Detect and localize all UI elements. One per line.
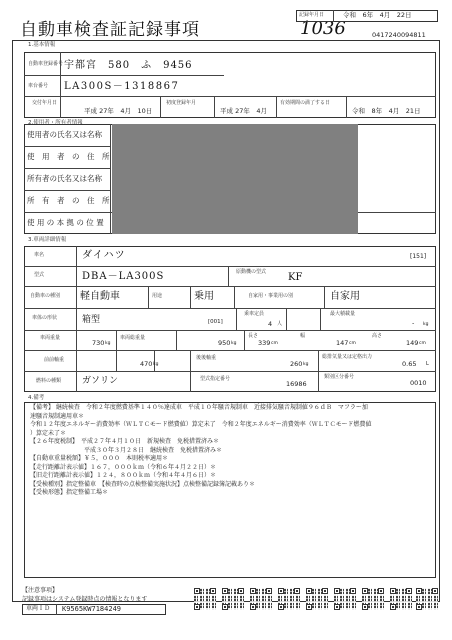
- fuel-value: ガソリン: [82, 376, 119, 386]
- weight-label: 車両重量: [40, 335, 61, 341]
- remark-line: ）算定未了＊: [30, 429, 67, 437]
- business-private-value: 自家用: [330, 291, 360, 302]
- vehicle-id-value: K9565KW7184249: [62, 605, 122, 613]
- section3-heading: 3.車両詳細情報: [28, 237, 67, 243]
- remark-line: 【走行距離計表示値】１６７，０００ｋｍ（令和６年４月２２日）＊: [30, 463, 217, 471]
- displacement-unit: L: [426, 361, 429, 367]
- category-value: 0010: [410, 379, 427, 387]
- remark-line: 【自動車重量税額】￥５，０００ 本則税率適用＊: [30, 455, 169, 462]
- expiry-label: 有効期間の満了する日: [280, 100, 331, 106]
- body-shape-code: [001]: [208, 319, 223, 325]
- type-designation-label: 型式指定番号: [200, 376, 231, 382]
- vehicle-type-label: 自動車の種別: [30, 293, 61, 299]
- width-label: 幅: [300, 333, 306, 339]
- chassis-label: 車台番号: [28, 83, 49, 89]
- remark-line: 【受検種別】指定整備車 【検査時の点検整備実施状況】点検整備記録簿記載あり＊: [30, 480, 256, 488]
- length-value: 339: [258, 339, 271, 347]
- qr-code: [222, 588, 244, 610]
- notes-text: 記録事項はシステム登録時点の情報となります: [22, 596, 148, 603]
- displacement-label: 総排気量又は定格出力: [322, 354, 373, 360]
- capacity-unit: 人: [277, 321, 283, 327]
- rear-axle-value: 260: [290, 360, 303, 368]
- width-unit: cm: [349, 341, 356, 346]
- maker-label: 車名: [34, 252, 45, 258]
- issue-date-value: 平成 27年 4月 10日: [84, 107, 153, 115]
- chassis-value: LA300S－1318867: [64, 81, 180, 92]
- qr-code: [334, 588, 356, 610]
- fuel-label: 燃料の種類: [36, 378, 62, 384]
- qr-code: [416, 588, 438, 610]
- handwritten-number: 1036: [300, 18, 346, 39]
- rear-axle-unit: kg: [303, 362, 309, 367]
- record-date-label: 記録年月日: [299, 12, 325, 18]
- remark-line: 令和１２年度エネルギー消費効率（ＷＬＴＣモード燃費値）算定未了 令和２年度エネルギー消費効率（ＷＬＴＣモード燃費値: [30, 421, 372, 428]
- qr-code: [194, 588, 216, 610]
- max-load-label: 最大積載量: [330, 311, 356, 317]
- redacted-personal-info: [112, 124, 358, 234]
- length-unit: cm: [271, 341, 278, 346]
- displacement-value: 0.65: [402, 360, 417, 368]
- capacity-label: 乗車定員: [244, 311, 265, 317]
- height-unit: cm: [419, 341, 426, 346]
- remark-line: 【旧走行距離計表示値】１２４，８００ｋｍ（令和４年４月６日）＊: [30, 472, 217, 479]
- weight-unit: kg: [105, 341, 111, 346]
- business-private-label: 自家用・事業用の別: [248, 293, 294, 299]
- model-value: DBA－LA300S: [82, 271, 165, 282]
- user-address-label: 使 用 者 の 住 所: [27, 152, 110, 161]
- body-shape-value: 箱型: [82, 315, 101, 325]
- gross-weight-unit: kg: [231, 341, 237, 346]
- remark-line: 速騒音規制適用車＊: [30, 412, 85, 420]
- base-location-label: 使 用 の 本 拠 の 位 置: [27, 218, 104, 227]
- document-number: 0417240094811: [372, 31, 426, 39]
- user-name-label: 使用者の氏名又は名称: [27, 130, 102, 139]
- remark-line: 【備考】 継続検査 令和２年度燃費基準１４０％達成車 平成１０年騒音規制車 近接排気騒音規制値９６ｄＢ マフラー加: [30, 404, 368, 411]
- height-value: 149: [406, 339, 419, 347]
- max-load-unit: kg: [423, 322, 429, 327]
- qr-code: [278, 588, 300, 610]
- weight-value: 730: [92, 339, 105, 347]
- owner-address-label: 所 有 者 の 住 所: [27, 196, 110, 205]
- notes-label: 【注意事項】: [22, 587, 59, 594]
- qr-code: [362, 588, 384, 610]
- body-shape-label: 車体の形状: [32, 315, 58, 321]
- registration-label: 自動車登録番号: [28, 61, 64, 67]
- length-label: 長さ: [248, 333, 259, 339]
- remark-line: 【受検形態】指定整備工場＊: [30, 489, 109, 496]
- max-load-value: -: [412, 319, 415, 327]
- category-label: 類別区分番号: [324, 374, 355, 380]
- vehicle-type-value: 軽自動車: [80, 291, 120, 302]
- rear-axle-label: 後後軸重: [196, 355, 217, 361]
- capacity-value: 4: [268, 320, 273, 328]
- remark-line: 平成３０年３月２８日 継続検査 免税措置済み＊: [30, 446, 223, 454]
- first-registration-value: 平成 27年 4月: [220, 107, 267, 115]
- gross-weight-label: 車両総重量: [120, 335, 146, 341]
- document-title: 自動車検査証記録事項: [20, 20, 200, 40]
- registration-value: 宇都宮 580 ふ 9456: [64, 60, 193, 71]
- remark-line: 【２６年度税制】 平成２７年４月１０日 新規検査 免税措置済み＊: [30, 438, 220, 445]
- section2-heading: 2.使用者・所有者情報: [28, 120, 83, 126]
- use-label: 用途: [152, 293, 163, 299]
- model-label: 型式: [34, 272, 45, 278]
- type-designation-value: 16986: [286, 380, 307, 388]
- qr-code: [250, 588, 272, 610]
- maker-code: [151]: [410, 253, 427, 260]
- expiry-value: 令和 8年 4月 21日: [352, 107, 421, 115]
- vehicle-id-label: 車両ＩＤ: [26, 605, 51, 612]
- front-axle-unit: kg: [153, 362, 159, 367]
- gross-weight-value: 950: [218, 339, 231, 347]
- owner-name-label: 所有者の氏名又は名称: [27, 174, 102, 183]
- record-date: 令和 6年 4月 22日: [343, 11, 412, 19]
- height-label: 高さ: [372, 333, 383, 339]
- maker-value: ダイハツ: [82, 250, 126, 261]
- front-axle-value: 470: [140, 360, 153, 368]
- width-value: 147: [336, 339, 349, 347]
- engine-model-value: KF: [288, 272, 303, 283]
- issue-date-label: 交付年月日: [32, 100, 58, 106]
- qr-code: [306, 588, 328, 610]
- front-axle-label: 前前軸重: [44, 357, 65, 363]
- section4-heading: 4.備考: [28, 395, 45, 401]
- use-value: 乗用: [194, 291, 214, 302]
- section1-heading: 1.基本情報: [28, 42, 56, 48]
- engine-model-label: 原動機の型式: [236, 269, 267, 275]
- first-registration-label: 初度登録年月: [166, 100, 197, 106]
- qr-code: [390, 588, 412, 610]
